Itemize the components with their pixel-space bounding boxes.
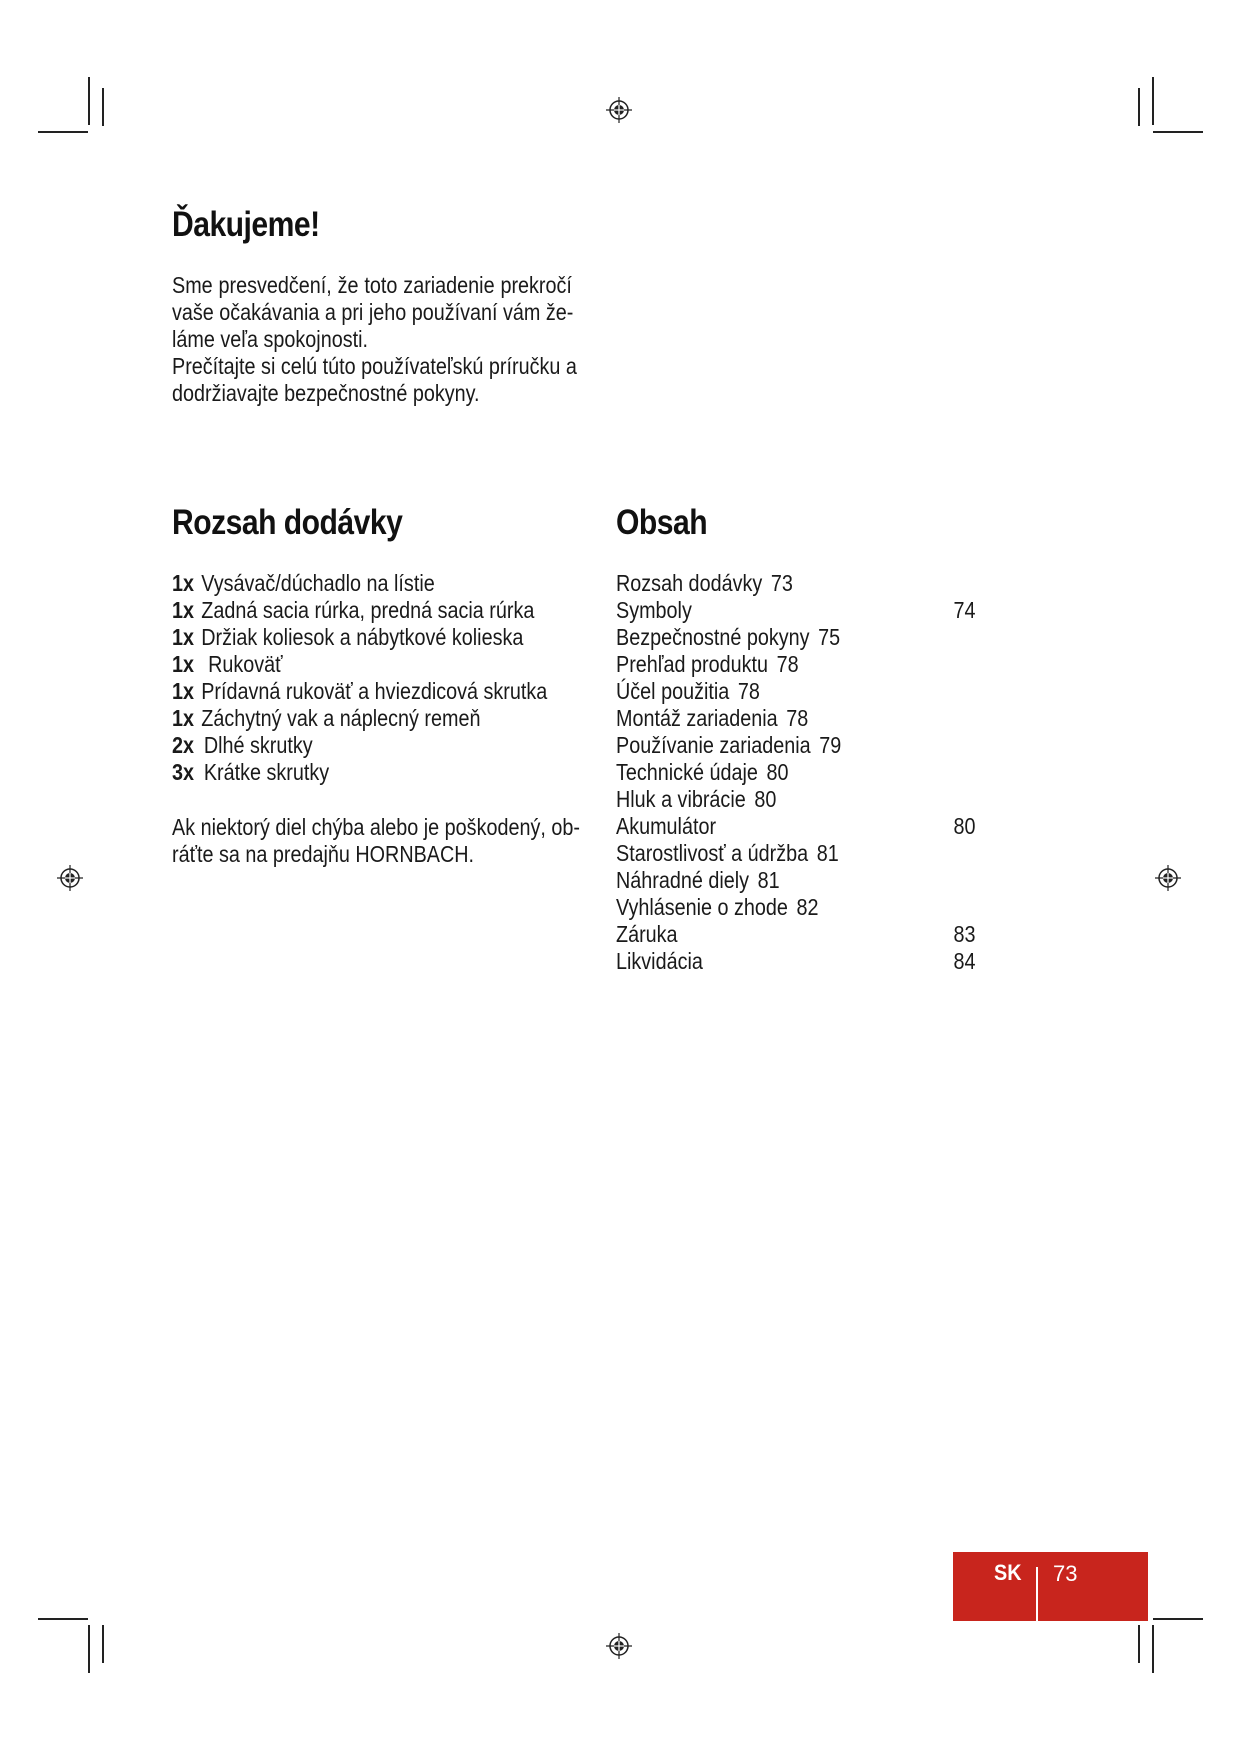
item-text: Vysávač/dúchadlo na lístie (201, 570, 435, 596)
toc-page-number: 74 (953, 597, 976, 623)
crop-mark (1138, 88, 1140, 126)
item-qty: 1x (172, 570, 195, 596)
toc-page-number: 83 (953, 921, 976, 947)
toc-entry (616, 786, 975, 813)
toc-entry (616, 624, 975, 651)
toc-entry (616, 840, 975, 867)
list-item (172, 759, 576, 786)
crop-mark (1152, 1625, 1154, 1673)
toc-label: Používanie zariadenia (616, 732, 811, 758)
toc-page-number: 80 (953, 813, 976, 839)
toc-label: Montáž zariadenia (616, 705, 778, 731)
item-text: Záchytný vak a náplecný remeň (201, 705, 481, 731)
item-text: Krátke skrutky (203, 759, 330, 785)
toc-page-number: 75 (818, 624, 841, 650)
crop-mark (102, 1625, 104, 1663)
toc-label: Starostlivosť a údržba (616, 840, 809, 866)
delivery-title: Rozsah dodávky (172, 503, 403, 542)
toc-label: Záruka (616, 921, 678, 947)
toc-label: Vyhlásenie o zhode (616, 894, 788, 920)
item-text: Prídavná rukoväť a hviezdicová skrutka (201, 678, 548, 704)
toc-page-number: 79 (819, 732, 842, 758)
list-item (172, 624, 576, 651)
thanks-line: láme veľa spokojnosti. (172, 326, 368, 352)
toc-entry (616, 948, 975, 975)
toc-entry (616, 705, 975, 732)
toc-page-number: 73 (770, 570, 793, 596)
crop-mark (1153, 131, 1203, 133)
language-code: SK (994, 1560, 1022, 1585)
registration-mark-icon (605, 96, 633, 124)
footer-badge (953, 1552, 1148, 1621)
toc-entry (616, 597, 975, 624)
list-item (172, 678, 576, 705)
toc-label: Bezpečnostné pokyny (616, 624, 810, 650)
item-qty: 1x (172, 624, 195, 650)
list-item (172, 570, 576, 597)
toc-entry (616, 570, 975, 597)
crop-mark (1153, 1618, 1203, 1620)
toc-label: Symboly (616, 597, 692, 623)
thanks-line: Sme presvedčení, že toto zariadenie prekročí (172, 272, 572, 298)
toc-label: Rozsah dodávky (616, 570, 763, 596)
toc-entry (616, 813, 975, 840)
toc-entry (616, 867, 975, 894)
crop-mark (1138, 1625, 1140, 1663)
crop-mark (38, 1618, 88, 1620)
item-qty: 1x (172, 651, 195, 677)
item-qty: 1x (172, 678, 195, 704)
item-qty: 3x (172, 759, 195, 785)
thanks-line: vaše očakávania a pri jeho používaní vám že- (172, 299, 574, 325)
thanks-line: Prečítajte si celú túto používateľskú príručku a (172, 353, 577, 379)
toc-page-number: 84 (953, 948, 976, 974)
toc-entry (616, 894, 975, 921)
thanks-line: dodržiavajte bezpečnostné pokyny. (172, 380, 480, 406)
registration-mark-icon (56, 864, 84, 892)
note-line: ráťte sa na predajňu HORNBACH. (172, 841, 475, 867)
list-item (172, 732, 576, 759)
toc-entry (616, 732, 975, 759)
thanks-title: Ďakujeme! (172, 205, 320, 244)
toc-label: Náhradné diely (616, 867, 750, 893)
delivery-note (172, 814, 580, 868)
item-text: Rukoväť (208, 651, 283, 677)
toc-label: Akumulátor (616, 813, 717, 839)
toc-entry (616, 651, 975, 678)
item-qty: 1x (172, 597, 195, 623)
item-text: Zadná sacia rúrka, predná sacia rúrka (201, 597, 535, 623)
item-text: Dlhé skrutky (203, 732, 313, 758)
item-qty: 2x (172, 732, 195, 758)
item-qty: 1x (172, 705, 195, 731)
toc-label: Technické údaje (616, 759, 758, 785)
toc-entry (616, 921, 975, 948)
toc-page-number: 81 (816, 840, 839, 866)
thanks-paragraph (172, 272, 577, 407)
toc-label: Likvidácia (616, 948, 703, 974)
toc-page-number: 80 (766, 759, 789, 785)
crop-mark (102, 88, 104, 126)
list-item (172, 651, 576, 678)
toc-page-number: 81 (757, 867, 780, 893)
toc-entry (616, 759, 975, 786)
delivery-list (172, 570, 576, 786)
crop-mark (88, 1625, 90, 1673)
toc-list (616, 570, 975, 975)
toc-page-number: 78 (786, 705, 809, 731)
toc-entry (616, 678, 975, 705)
toc-page-number: 82 (796, 894, 819, 920)
registration-mark-icon (605, 1632, 633, 1660)
toc-page-number: 80 (754, 786, 777, 812)
crop-mark (38, 131, 88, 133)
item-text: Držiak koliesok a nábytkové kolieska (201, 624, 524, 650)
registration-mark-icon (1154, 864, 1182, 892)
list-item (172, 705, 576, 732)
toc-page-number: 78 (737, 678, 760, 704)
footer-divider (1036, 1567, 1038, 1621)
toc-page-number: 78 (776, 651, 799, 677)
page-number: 73 (1053, 1561, 1078, 1586)
toc-title: Obsah (616, 503, 708, 542)
toc-label: Prehľad produktu (616, 651, 769, 677)
toc-label: Hluk a vibrácie (616, 786, 746, 812)
list-item (172, 597, 576, 624)
note-line: Ak niektorý diel chýba alebo je poškodený, ob- (172, 814, 580, 840)
crop-mark (1152, 77, 1154, 125)
toc-label: Účel použitia (616, 678, 730, 704)
crop-mark (88, 77, 90, 125)
